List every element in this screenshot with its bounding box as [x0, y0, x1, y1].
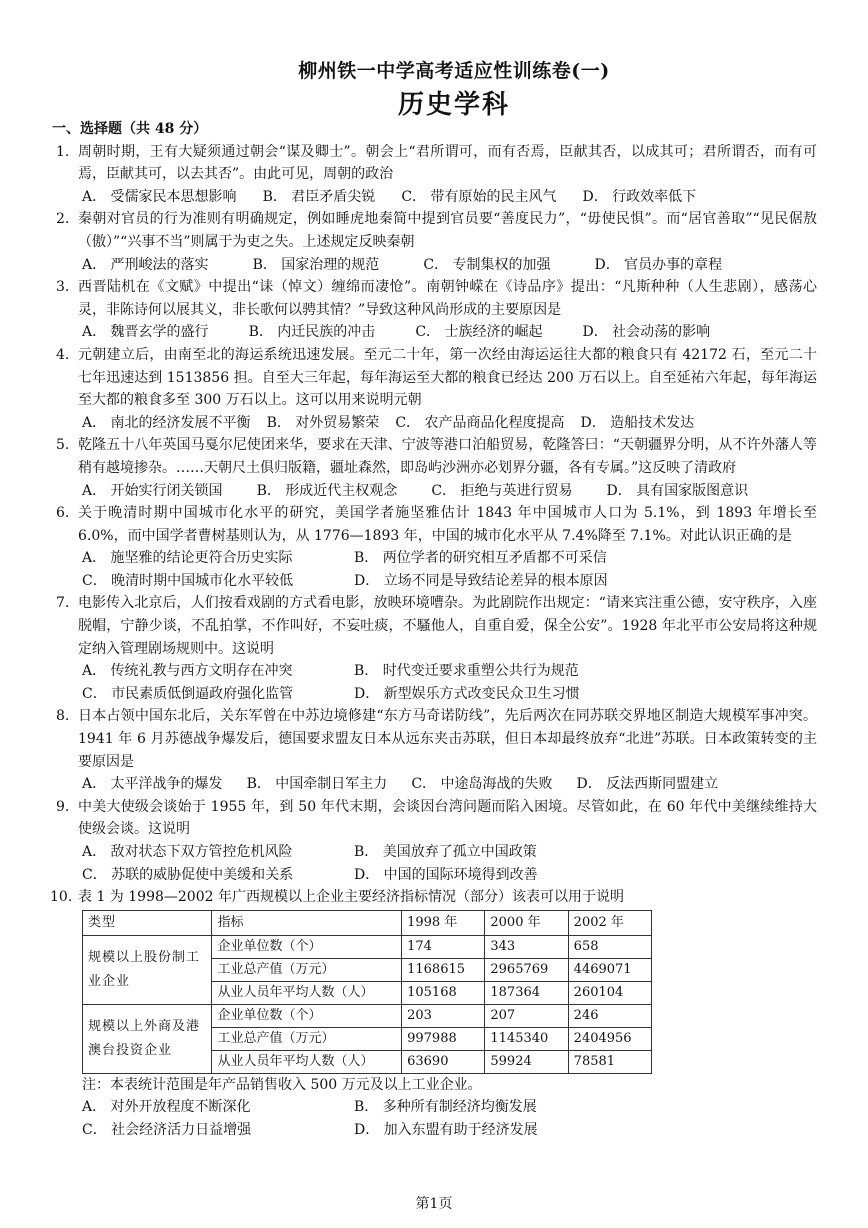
table-cell: 从业人员年平均人数（人）: [212, 1050, 402, 1073]
table-cell: 2965769: [485, 958, 568, 981]
table-cell: 187364: [485, 981, 568, 1004]
section-heading: 一、选择题（共 48 分）: [52, 121, 208, 137]
question-stem: 中美大使级会谈始于 1955 年，到 50 年代末期，会谈因台湾问题而陷入困境。尽管如此，在 60 年代中美继续维持大使级会谈。这说明: [78, 798, 817, 838]
options-9: [52, 841, 817, 886]
question-2: [52, 208, 817, 253]
option-b: B． 美国放弃了孤立中国政策: [354, 844, 537, 860]
option-c: C． 社会经济活力日益增强: [82, 1121, 252, 1138]
question-number: 4.: [56, 346, 70, 363]
table-cell: 207: [485, 1004, 568, 1027]
table-header: 2002 年: [568, 910, 651, 935]
table-header: 类型: [83, 910, 212, 935]
table-cell: 4469071: [568, 958, 651, 981]
data-table: [82, 910, 652, 1074]
option-d: D． 造船技术发达: [580, 414, 695, 431]
question-number: 5.: [56, 437, 70, 454]
table-cell: 203: [402, 1004, 485, 1027]
option-a: A． 施坚雅的结论更符合历史实际: [82, 550, 293, 567]
table-header: 2000 年: [485, 910, 568, 935]
options-3: [52, 321, 817, 344]
table-cell: 658: [568, 935, 651, 958]
option-c: C． 士族经济的崛起: [415, 324, 543, 341]
option-c: C． 中途岛海战的失败: [411, 776, 553, 793]
options-8: [52, 773, 817, 796]
table-cell: 工业总产值（万元）: [212, 958, 402, 981]
question-8: [52, 705, 817, 773]
option-b: B． 君臣矛盾尖锐: [262, 188, 376, 205]
question-number: 3.: [56, 279, 70, 296]
option-b: B． 形成近代主权观念: [256, 482, 398, 499]
question-stem: 周朝时期，王有大疑须通过朝会“谋及卿士”。朝会上“君所谓可，而有否焉，臣献其否，以成其可；君所谓否，而有可焉，臣献其可，以去其否”。由此可见，周朝的政治: [78, 143, 817, 183]
question-3: [52, 276, 817, 321]
table-note: 注：本表统计范围是年产品销售收入 500 万元及以上工业企业。: [82, 1076, 482, 1093]
option-d: D． 反法西斯同盟建立: [576, 776, 719, 793]
question-number: 6.: [56, 505, 70, 522]
options-1: [52, 186, 817, 209]
table-cell: 1168615: [402, 958, 485, 981]
option-d: D． 加入东盟有助于经济发展: [354, 1121, 538, 1138]
table-row: [83, 935, 652, 958]
option-c: C． 农产品商品化程度提高: [395, 414, 565, 431]
option-a: A． 对外开放程度不断深化: [82, 1099, 251, 1116]
option-a: A． 严刑峻法的落实: [82, 256, 209, 273]
option-c: C． 市民素质低倒逼政府强化监管: [82, 685, 294, 702]
option-d: D． 中国的国际环境得到改善: [354, 866, 538, 883]
option-a: A． 传统礼教与西方文明存在冲突: [82, 663, 293, 680]
option-b: B． 多种所有制经济均衡发展: [354, 1099, 537, 1116]
table-cell: 343: [485, 935, 568, 958]
table-cell: 2404956: [568, 1027, 651, 1050]
option-a: A． 魏晋玄学的盛行: [82, 324, 209, 341]
table-cell-type: 规模以上股份制工业企业: [83, 935, 212, 1004]
option-a: A． 敌对状态下双方管控危机风险: [82, 844, 293, 860]
question-stem: 西晋陆机在《文赋》中提出“诔（悼文）缠绵而凄怆”。南朝钟嵘在《诗品序》提出：“凡斯种种（人生悲剧），感荡心灵，非陈诗何以展其义，非长歌何以骋其情？”导致这种风尚形成的主要原因是: [78, 279, 817, 318]
option-d: D． 社会动荡的影响: [582, 324, 711, 341]
options-4: [52, 412, 817, 435]
question-4: [52, 344, 817, 412]
table-header: 指标: [212, 910, 402, 935]
table-cell: 工业总产值（万元）: [212, 1027, 402, 1050]
table-cell: 174: [402, 935, 485, 958]
option-b: B． 内迁民族的冲击: [248, 324, 376, 341]
option-a: A． 受儒家民本思想影响: [82, 188, 237, 205]
options-10: [52, 1096, 817, 1141]
option-b: B． 时代变迁要求重塑公共行为规范: [354, 663, 579, 680]
option-c: C． 带有原始的民主风气: [401, 188, 557, 205]
option-d: D． 具有国家版图意识: [606, 482, 749, 499]
option-d: D． 立场不同是导致结论差异的根本原因: [354, 572, 608, 589]
table-cell: 105168: [402, 981, 485, 1004]
option-d: D． 新型娱乐方式改变民众卫生习惯: [354, 685, 580, 702]
question-10: [52, 886, 817, 909]
question-stem: 日本占领中国东北后，关东军曾在中苏边境修建“东方马奇诺防线”，先后两次在同苏联交界地区制造大规模军事冲突。1941 年 6 月苏德战争爆发后，德国要求盟友日本从远东夹击苏联，但日本却最终放弃“北进”苏联。日本政策转变的主要原因是: [78, 708, 817, 770]
table-cell: 246: [568, 1004, 651, 1027]
question-stem: 元朝建立后，由南至北的海运系统迅速发展。至元二十年，第一次经由海运运往大都的粮食只有 42172 石，至元二十七年迅速达到 1513856 担。自至大三年起，每年海运至大都的粮食已经达 200 万石以上。自至延祐六年起，每年海运至大都的粮食多至 300 万石以上。这可以用来说明元朝: [78, 346, 817, 409]
option-c: C． 拒绝与英进行贸易: [431, 482, 573, 499]
question-stem: 乾隆五十八年英国马戛尔尼使团来华，要求在天津、宁波等港口泊船贸易，乾隆答曰：“天朝疆界分明，从不许外藩人等稍有越境掺杂。……天朝尺土俱归版籍，疆址森然，即岛屿沙洲亦必划界分疆，各有专属。”这反映了清政府: [78, 437, 817, 476]
exam-title: 柳州铁一中学高考适应性训练卷(一): [298, 60, 610, 82]
option-d: D． 行政效率低下: [582, 188, 697, 205]
option-c: C． 晚清时期中国城市化水平较低: [82, 572, 294, 589]
table-cell: 63690: [402, 1050, 485, 1073]
table-cell: 企业单位数（个）: [212, 935, 402, 958]
options-6: [52, 547, 817, 592]
table-cell: 企业单位数（个）: [212, 1004, 402, 1027]
question-stem: 秦朝对官员的行为准则有明确规定，例如睡虎地秦简中提到官员要“善度民力”，“毋使民惧”。而“居官善取”“见民倨敖（傲）”“兴事不当”则属于为吏之失。上述规定反映秦朝: [78, 211, 817, 250]
option-d: D． 官员办事的章程: [594, 256, 723, 273]
question-stem: 电影传入北京后，人们按看戏剧的方式看电影，放映环境嘈杂。为此剧院作出规定：“请来宾注重公德，安守秩序，入座脱帽，宁静少谈，不乱拍掌，不作叫好，不妄吐痰，不騷他人，自重自爱，保全公安”。1928 年北平市公安局将这种规定纳入管理剧场规则中。这说明: [78, 595, 817, 657]
table-row: [83, 1004, 652, 1027]
question-1: [52, 141, 817, 186]
question-stem: 表 1 为 1998—2002 年广西规模以上企业主要经济指标情况（部分）该表可以用于说明: [78, 889, 624, 906]
table-cell: 78581: [568, 1050, 651, 1073]
table-cell: 260104: [568, 981, 651, 1004]
question-number: 8.: [56, 708, 70, 725]
table-cell: 从业人员年平均人数（人）: [212, 981, 402, 1004]
question-stem: 关于晚清时期中国城市化水平的研究，美国学者施坚雅估计 1843 年中国城市人口为 5.1%，到 1893 年增长至 6.0%，而中国学者曹树基则认为，从 1776—1893 年，中国的城市化水平从 7.4%降至 7.1%。对此认识正确的是: [78, 505, 817, 544]
table-header-row: [83, 910, 652, 935]
exam-content: [52, 118, 817, 1142]
table-cell: 1145340: [485, 1027, 568, 1050]
question-9: [52, 796, 817, 841]
question-number: 1.: [56, 143, 70, 160]
question-6: [52, 502, 817, 547]
options-7: [52, 660, 817, 705]
option-a: A． 南北的经济发展不平衡: [82, 414, 251, 431]
options-2: [52, 254, 817, 277]
question-7: [52, 592, 817, 660]
question-number: 2.: [56, 211, 70, 228]
option-c: C． 苏联的威胁促使中美缓和关系: [82, 866, 294, 883]
option-b: B． 国家治理的规范: [252, 256, 380, 273]
table-cell-type: 规模以上外商及港澳台投资企业: [83, 1004, 212, 1073]
option-a: A． 开始实行闭关锁国: [82, 482, 223, 499]
option-b: B． 对外贸易繁荣: [266, 414, 380, 431]
option-b: B． 中国牵制日军主力: [246, 776, 388, 793]
table-cell: 997988: [402, 1027, 485, 1050]
table-header: 1998 年: [402, 910, 485, 935]
question-number: 7.: [56, 595, 70, 612]
question-number: 10.: [50, 889, 73, 906]
subject-title: 历史学科: [397, 90, 510, 120]
option-a: A． 太平洋战争的爆发: [82, 776, 223, 793]
table-cell: 59924: [485, 1050, 568, 1073]
question-5: [52, 434, 817, 479]
option-c: C． 专制集权的加强: [423, 256, 551, 273]
question-number: 9.: [56, 798, 70, 815]
options-5: [52, 480, 817, 503]
page-number: 第1页: [415, 1196, 453, 1212]
option-b: B． 两位学者的研究相互矛盾都不可采信: [354, 550, 607, 567]
